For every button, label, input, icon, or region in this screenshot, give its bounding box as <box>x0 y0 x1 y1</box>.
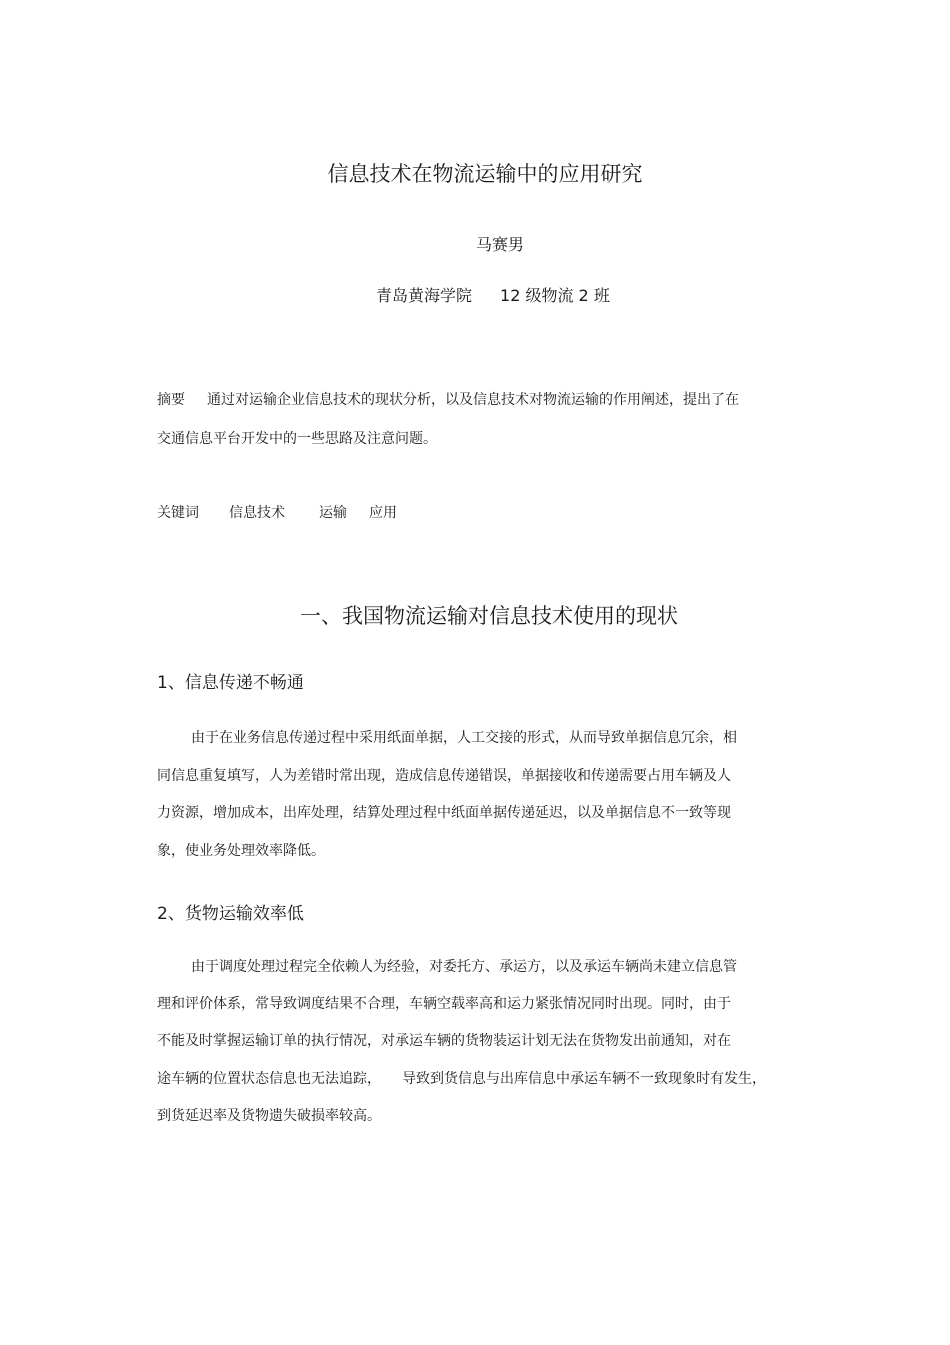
subsection-heading-2: 2、货物运输效率低 <box>157 904 304 924</box>
paper-title: 信息技术在物流运输中的应用研究 <box>327 162 643 186</box>
keywords <box>157 502 397 522</box>
subsection-heading-1: 1、信息传递不畅通 <box>157 673 304 693</box>
abstract-line-2: 交通信息平台开发中的一些思路及注意问题。 <box>157 431 437 447</box>
keyword-item: 运输 <box>319 505 347 521</box>
abstract-label: 摘要 <box>157 392 185 408</box>
affiliation <box>376 283 610 306</box>
affiliation-school: 青岛黄海学院 <box>376 286 473 305</box>
paragraph-line: 象，使业务处理效率降低。 <box>157 843 325 859</box>
paragraph-line: 由于在业务信息传递过程中采用纸面单据，人工交接的形式，从而导致单据信息冗余，相 <box>191 730 737 746</box>
paragraph-line: 不能及时掌握运输订单的执行情况，对承运车辆的货物装运计划无法在货物发出前通知，对在 <box>157 1033 731 1049</box>
paragraph-line: 到货延迟率及货物遗失破损率较高。 <box>157 1108 381 1124</box>
paragraph-line: 由于调度处理过程完全依赖人为经验，对委托方、承运方，以及承运车辆尚未建立信息管 <box>191 959 737 975</box>
paragraph-line: 力资源，增加成本，出库处理，结算处理过程中纸面单据传递延迟，以及单据信息不一致等现 <box>157 805 731 821</box>
keyword-item: 应用 <box>369 505 397 521</box>
section-heading: 一、我国物流运输对信息技术使用的现状 <box>300 604 678 628</box>
keywords-label: 关键词 <box>157 505 199 521</box>
abstract-line-1 <box>157 389 739 409</box>
abstract-text-1: 通过对运输企业信息技术的现状分析，以及信息技术对物流运输的作用阐述，提出了在 <box>207 392 739 408</box>
keyword-item: 信息技术 <box>229 505 285 521</box>
affiliation-class: 12 级物流 2 班 <box>500 286 610 305</box>
paragraph-line: 同信息重复填写，人为差错时常出现，造成信息传递错误，单据接收和传递需要占用车辆及人 <box>157 768 731 784</box>
paragraph-line: 途车辆的位置状态信息也无法追踪， 导致到货信息与出库信息中承运车辆不一致现象时有发生， <box>157 1071 766 1087</box>
author-name: 马赛男 <box>475 235 524 254</box>
paragraph-line: 理和评价体系，常导致调度结果不合理，车辆空载率高和运力紧张情况同时出现。同时，由于 <box>157 996 731 1012</box>
